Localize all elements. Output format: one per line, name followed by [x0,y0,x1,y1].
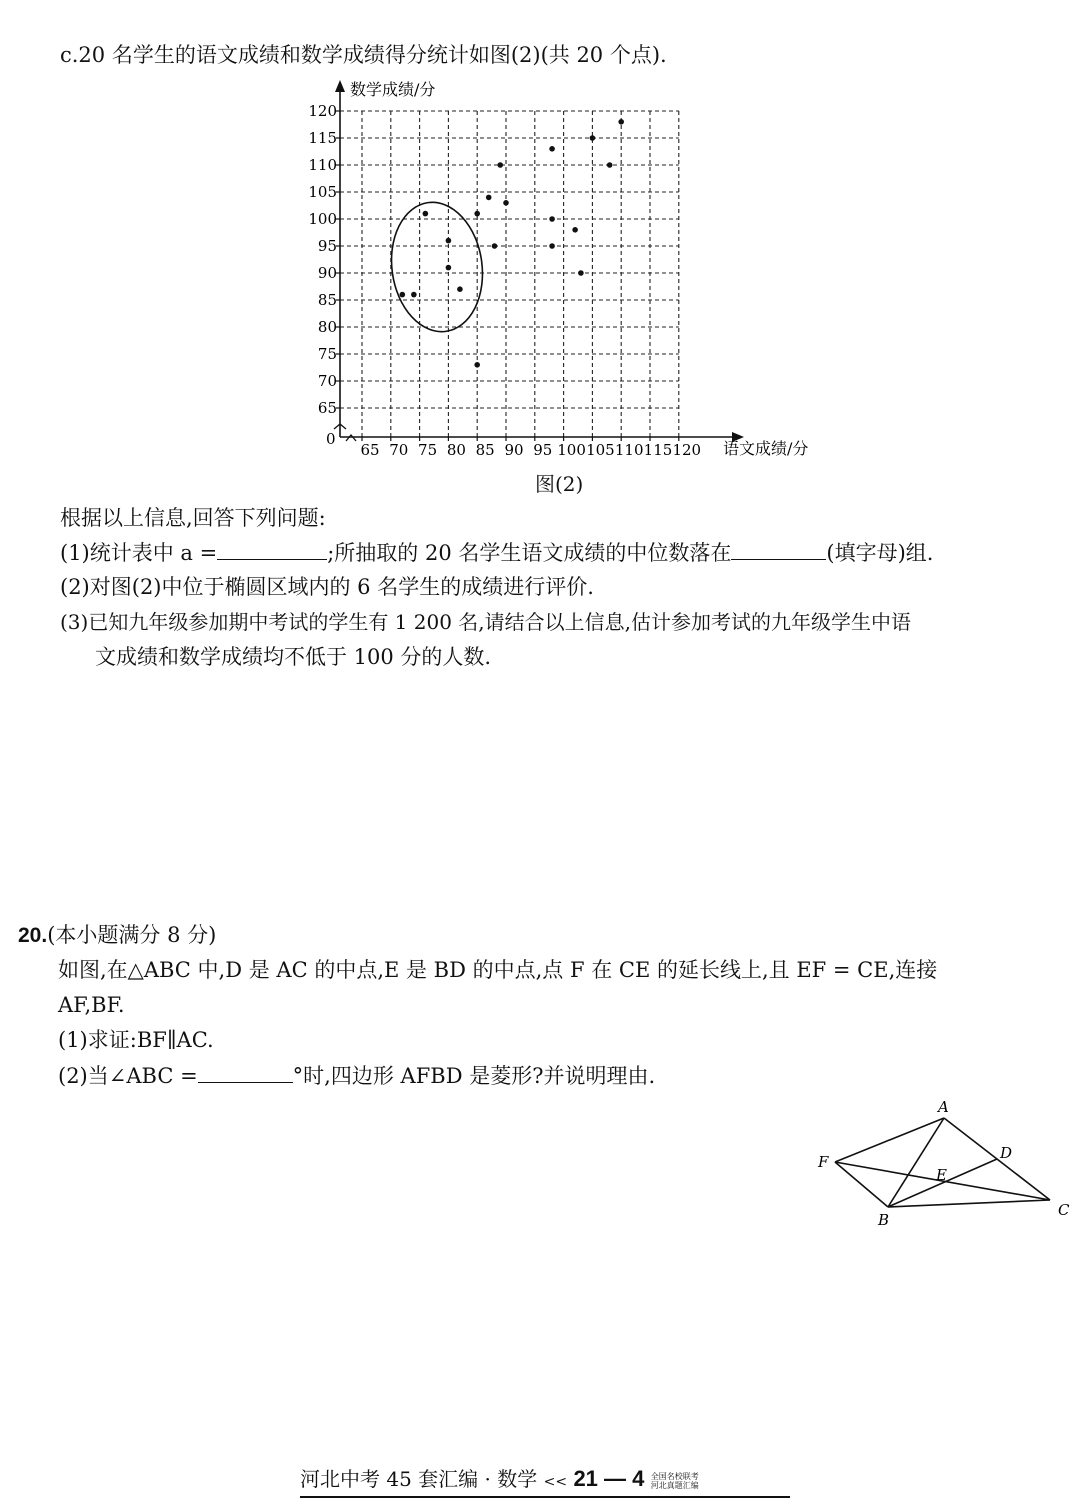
data-point [503,200,509,206]
page-footer [300,1462,790,1498]
label-f: F [818,1153,829,1171]
chart-caption: 图(2) [535,472,584,496]
data-point [474,211,480,217]
y-tick-label: 85 [317,291,337,309]
data-point [492,243,498,249]
y-tick-label: 70 [317,372,337,390]
q19-part3-line2: 文成绩和数学成绩均不低于 100 分的人数. [95,645,492,669]
data-point [446,265,452,271]
chart-axes [334,80,744,442]
label-b: B [878,1211,890,1229]
chart-ticks [308,102,701,459]
y-tick-label: 110 [308,156,337,174]
data-point [549,216,555,222]
label-d: D [1000,1144,1013,1162]
x-tick-label: 90 [504,441,524,459]
data-point [618,119,624,125]
chart-x-label: 语文成绩/分 [723,439,809,458]
x-tick-label: 110 [614,441,644,459]
footer-small-text: 全国名校联考 河北真题汇编 [650,1471,699,1490]
chart-origin-label: 0 [326,430,336,448]
q20-number: 20. [18,924,48,947]
q19-p1-c: (填字母)组. [826,541,934,565]
y-tick-label: 95 [317,237,337,255]
q20-header [18,920,216,951]
q20-line2: AF,BF. [58,993,125,1017]
answer-blank-a[interactable] [217,537,327,560]
answer-blank-angle[interactable] [198,1060,293,1083]
label-e: E [936,1166,947,1184]
intro-c: c.20 名学生的语文成绩和数学成绩得分统计如图(2)(共 20 个点). [60,43,667,67]
x-tick-label: 65 [360,441,380,459]
data-point [400,292,406,298]
y-tick-label: 65 [317,399,337,417]
segment-ab [888,1118,944,1207]
y-tick-label: 80 [317,318,337,336]
q20-part1: (1)求证:BF∥AC. [58,1028,214,1052]
data-point [607,162,613,168]
x-tick-label: 80 [446,441,466,459]
y-tick-label: 75 [317,345,337,363]
data-point [572,227,578,233]
label-c: C [1058,1201,1070,1219]
x-tick-label: 85 [475,441,495,459]
q19-lead: 根据以上信息,回答下列问题: [60,506,326,530]
q20-score: (本小题满分 8 分) [47,923,217,947]
q20-part2 [58,1060,655,1091]
q20-p2-a: (2)当∠ABC = [58,1064,198,1088]
q19-part3-line1: (3)已知九年级参加期中考试的学生有 1 200 名,请结合以上信息,估计参加考试的九年级学生中语 [60,610,912,634]
x-tick-label: 95 [533,441,553,459]
data-point [549,146,555,152]
x-tick-label: 115 [643,441,673,459]
answer-blank-group[interactable] [731,537,826,560]
y-tick-label: 105 [308,183,337,201]
x-tick-label: 105 [586,441,615,459]
label-a: A [938,1098,949,1116]
chart-ellipse [383,196,490,337]
y-tick-label: 120 [308,102,337,120]
x-tick-label: 70 [389,441,409,459]
footer-title: 河北中考 45 套汇编 · 数学 [300,1467,538,1491]
q20-p2-b: °时,四边形 AFBD 是菱形?并说明理由. [292,1064,656,1088]
segment-bc [888,1200,1050,1207]
q19-part1 [60,537,933,568]
data-point [578,270,584,276]
data-point [446,238,452,244]
data-point [486,195,492,201]
footer-page-number: 21 — 4 [573,1466,645,1491]
footer-arrow: << [543,1474,568,1490]
q20-line1: 如图,在△ABC 中,D 是 AC 的中点,E 是 BD 的中点,点 F 在 CE 的延长线上,且 EF = CE,连接 [58,958,938,982]
data-point [497,162,503,168]
data-point [474,362,480,368]
triangle-figure [800,1092,1080,1232]
data-point [590,135,596,141]
segment-af [835,1118,944,1162]
q19-p1-b: ;所抽取的 20 名学生语文成绩的中位数落在 [327,541,732,565]
x-tick-label: 75 [418,441,438,459]
y-tick-label: 115 [308,129,337,147]
x-tick-label: 100 [557,441,586,459]
chart-grid [340,111,679,437]
y-tick-label: 90 [317,264,337,282]
q19-part2: (2)对图(2)中位于椭圆区域内的 6 名学生的成绩进行评价. [60,575,594,599]
y-axis-arrow [335,80,345,92]
data-point [457,286,463,292]
chart-y-label: 数学成绩/分 [350,80,436,99]
data-point [549,243,555,249]
data-point [423,211,429,217]
scatter-chart [300,72,840,472]
data-point [411,292,417,298]
y-tick-label: 100 [308,210,337,228]
segment-fb [835,1162,888,1207]
x-tick-label: 120 [672,441,702,459]
q19-p1-a: (1)统计表中 a = [60,541,218,565]
x-axis-break [346,435,356,441]
